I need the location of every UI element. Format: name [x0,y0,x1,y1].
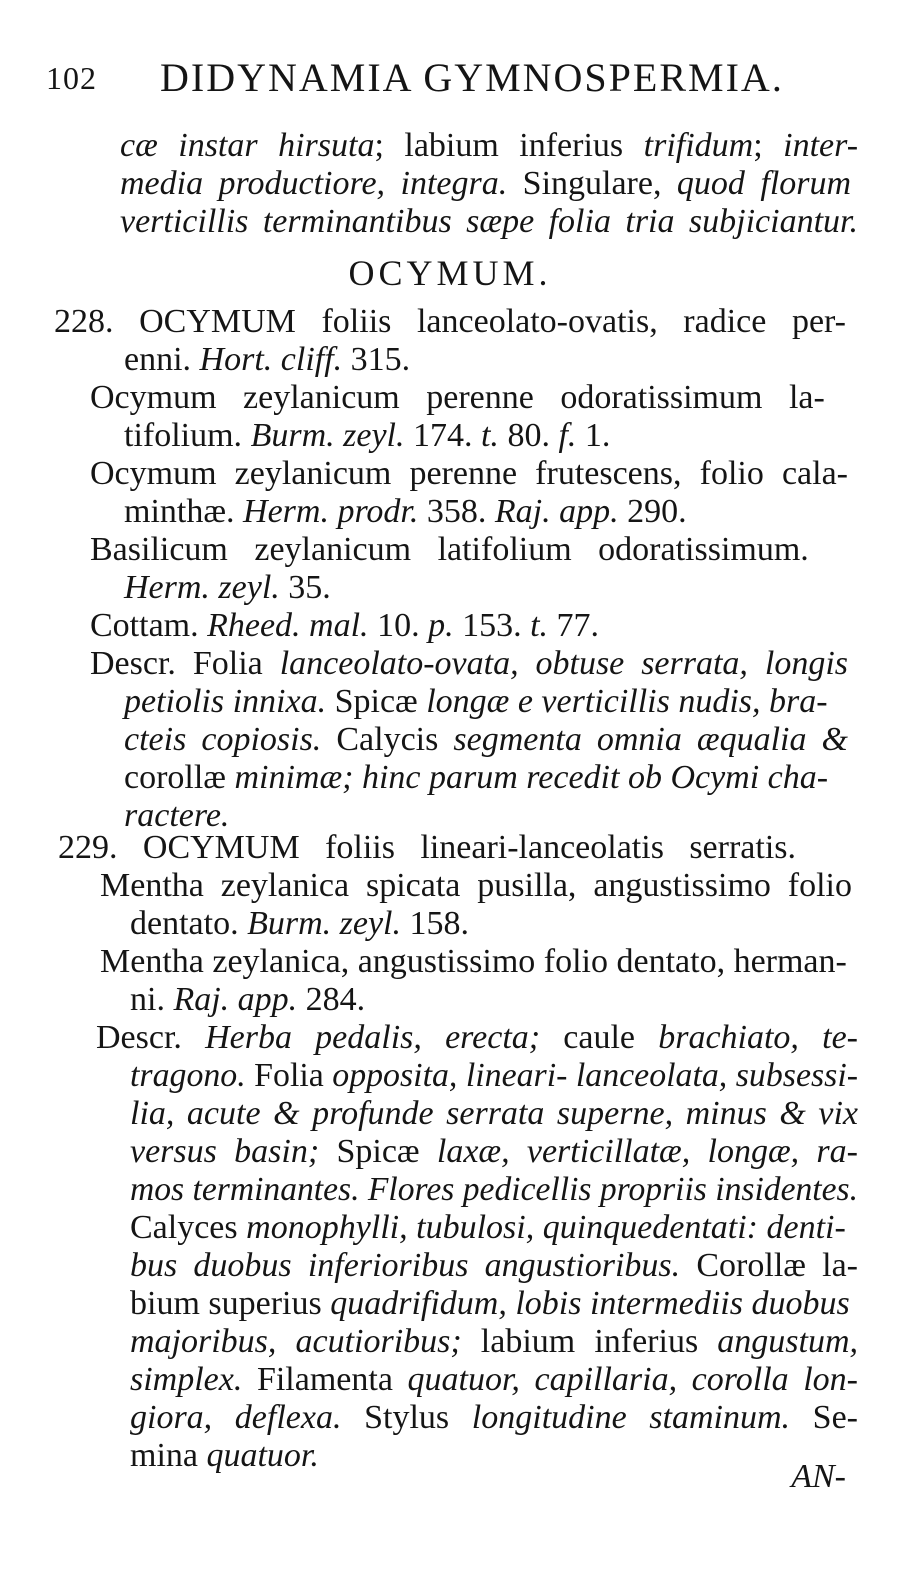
roman-span: mina [130,1437,207,1474]
roman-span: Ocymum zeylanicum perenne odoratissimum la- [90,379,825,416]
text-line [130,1094,858,1134]
roman-span: 1. [576,417,611,454]
roman-span: 229. OCYMUM foliis lineari-lanceolatis serratis. [58,829,796,866]
roman-span: 77. [548,607,600,644]
italic-span: verticillis terminantibus sæpe folia tria subjiciantur. [120,203,858,240]
text-line [130,1284,850,1324]
italic-span: inter- [783,127,859,164]
roman-span: 153. [453,607,531,644]
italic-span: opposita, lineari- lanceolata, subsessi- [332,1057,859,1094]
italic-span: Burm. zeyl. [250,417,405,454]
roman-span: Filamenta [242,1361,408,1398]
text-line [130,1436,319,1476]
italic-span: quod florum [676,165,852,202]
italic-span: cæ instar hirsuta [120,127,375,164]
italic-span: Herm. zeyl. [124,569,280,606]
roman-span: 35. [279,569,331,606]
roman-span: ni. [130,981,174,1018]
page-header [46,54,876,104]
text-line [130,1360,858,1400]
roman-span: Se- [790,1399,859,1436]
text-line [130,1132,858,1172]
text-line [58,828,796,868]
roman-span: enni. [124,341,200,378]
roman-span: ; labium inferius [374,127,644,164]
italic-span: lanceolato-ovata, obtuse serrata, longis [279,645,848,682]
italic-span: t. [530,607,549,644]
roman-span: Spicæ [326,683,427,720]
italic-span: minimæ; hinc parum recedit ob Ocymi cha- [234,759,829,796]
text-line [124,340,410,380]
text-line [90,378,825,418]
roman-span: Mentha zeylanica, angustissimo folio dentato, herman- [100,943,847,980]
roman-span: Basilicum zeylanicum latifolium odoratissimum. [90,531,809,568]
italic-span: p. [428,607,454,644]
roman-span: 358. [418,493,495,530]
italic-span: lia, acute & profunde serrata superne, minus & vix [130,1095,858,1132]
roman-span: Mentha zeylanica spicata pusilla, angustissimo folio [100,867,852,904]
italic-span: versus basin; [130,1133,320,1170]
roman-span: corollæ [124,759,235,796]
roman-span: Descr. [96,1019,206,1056]
page-number: 102 [46,60,97,96]
italic-span: bus duobus inferioribus angustioribus. [130,1247,681,1284]
italic-span: mos terminantes. Flores pedicellis propriis insidentes. [130,1171,859,1208]
italic-span: longæ e verticillis nudis, bra- [426,683,828,720]
italic-span: Raj. app. [494,493,619,530]
italic-span: petiolis innixa. [124,683,327,720]
text-line [130,1170,858,1210]
text-line [90,606,599,646]
text-line [130,1246,858,1286]
roman-span: 284. [297,981,366,1018]
text-line [120,126,858,166]
text-line [100,942,847,982]
roman-span: Singulare, [507,165,677,202]
text-line [120,164,851,204]
italic-span: quatuor. [206,1437,319,1474]
text-line [130,904,469,944]
roman-span: ; [753,127,784,164]
roman-span: bium superius [130,1285,331,1322]
roman-span: 80. [498,417,559,454]
text-line [130,1398,858,1438]
italic-span: Raj. app. [173,981,298,1018]
italic-span: cteis copiosis. [124,721,322,758]
roman-span: Corollæ la- [680,1247,858,1284]
text-line [130,980,365,1020]
text-line [124,568,331,608]
roman-span: tifolium. [124,417,251,454]
italic-span: Herm. prodr. [243,493,419,530]
italic-span: Burm. zeyl. [247,905,401,942]
roman-span: 315. [342,341,411,378]
italic-span: monophylli, tubulosi, quinquedentati: denti- [246,1209,846,1246]
running-title: DIDYNAMIA GYMNOSPERMIA. [160,55,784,100]
text-line [54,302,846,342]
italic-span: ractere. [124,797,230,834]
text-line [100,866,852,906]
italic-span: simplex. [130,1361,243,1398]
italic-span: laxæ, verticillatæ, longæ, ra- [436,1133,858,1170]
text-line [124,720,848,760]
text-line [90,530,809,570]
roman-span: 10. [368,607,429,644]
text-line [130,1322,858,1362]
genus-heading: OCYMUM. [348,253,552,293]
italic-span: majoribus, acutioribus; [130,1323,462,1360]
roman-span: minthæ. [124,493,244,530]
roman-span: 158. [401,905,469,942]
roman-span: Folia [245,1057,333,1094]
roman-span: dentato. [130,905,248,942]
italic-span: giora, deflexa. [130,1399,342,1436]
text-line [90,454,848,494]
catchword: AN- [791,1458,846,1495]
text-line [124,492,687,532]
italic-span: Herba pedalis, erecta; [205,1019,541,1056]
italic-span: segmenta omnia æqualia & [453,721,848,758]
text-line [124,682,828,722]
italic-span: Hort. cliff. [199,341,343,378]
italic-span: longitudine staminum. [471,1399,791,1436]
roman-span: Calycis [321,721,454,758]
roman-span: Cottam. [90,607,208,644]
roman-span: Spicæ [319,1133,437,1170]
italic-span: Rheed. mal. [207,607,369,644]
italic-span: f. [558,417,577,454]
text-line [90,644,848,684]
italic-span: tragono. [130,1057,246,1094]
text-line [130,1056,858,1096]
text-line [120,202,858,242]
roman-span: Stylus [341,1399,472,1436]
roman-span: 228. OCYMUM foliis lanceolato-ovatis, radice per- [54,303,846,340]
roman-span: Calyces [130,1209,247,1246]
italic-span: t. [480,417,499,454]
roman-span: caule [540,1019,659,1056]
italic-span: angustum, [717,1323,858,1360]
italic-span: quadrifidum, lobis intermediis duobus [330,1285,850,1322]
roman-span: 290. [618,493,687,530]
italic-span: brachiato, te- [658,1019,858,1056]
text-line [96,1018,858,1058]
italic-span: quatuor, capillaria, corolla lon- [407,1361,858,1398]
roman-span: labium inferius [461,1323,718,1360]
italic-span: trifidum [643,127,754,164]
roman-span: 174. [404,417,481,454]
roman-span: Descr. Folia [90,645,280,682]
italic-span: media productiore, integra. [120,165,508,202]
text-line [130,1208,846,1248]
text-line [124,758,828,798]
roman-span: Ocymum zeylanicum perenne frutescens, folio cala- [90,455,848,492]
text-line [124,416,610,456]
